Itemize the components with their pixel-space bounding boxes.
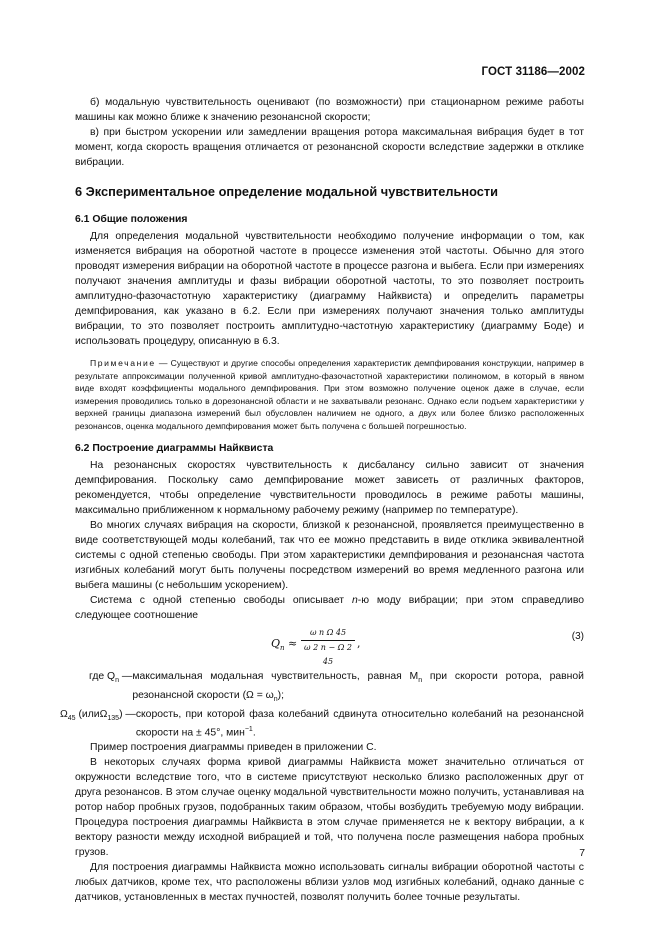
section-6-2-p3: Система с одной степенью свободы описывает n-ю моду вибрации; при этом справедливо следующее соотношение [75,594,584,621]
definition-desc: максимальная модальная чувствительность, равная $M_n$ при скорости ротора, равной резонансной скорости $(\Omega = \omega_n)$; [132,670,584,703]
document-header: ГОСТ 31186—2002 [481,66,585,78]
section-6-2-p5: В некоторых случаях форма кривой диаграммы Найквиста может значительно отличаться от окружности вследствие того, что в системе присутствуют несколько близко расположенных друг от друга резонансов. В этом случае оценку модальной чувствительности можно получить, устанавливая на ротор набор пробных грузов, подобранных таким образом, чтобы возбудить требуемую моду вибрации. Процедура построения диаграммы Найквиста в этом случае применяется не к вектору вибрации, а к вектору разности между исходной вибрацией и той, что получена после размещения набора пробных грузов. [75,757,584,859]
section-6-2-p4: Пример построения диаграммы приведен в приложении С. [90,742,377,754]
formula-comma: , [357,636,361,650]
formula-denominator: ω 2 n − Ω 2 45 [304,642,352,666]
section-6-1-text: Для определения модальной чувствительности необходимо получение информации о том, как изменяется вибрация на оборотной частоте в процессе изменения этой частоты. Обычно для этого проводят измерения вибрации на оборотной частоте в процессе разгона и выбега. Если при измерениях получают значения амплитуды и фазы вибрации оборотной частоты, то это позволяет построить амплитудно-фазочастотную характеристику (диаграмму Найквиста) и определить параметры демпфирования, как указано в 6.2. Если при измерениях получают значения только амплитуды вибрации, то это позволяет построить амплитудно-частотную характеристику (диаграмму Боде) и использовать процедуру, описанную в 6.3. [75,231,584,347]
section-6-2-heading: 6.2 Построение диаграммы Найквиста [75,442,274,454]
section-6-2-p2: Во многих случаях вибрация на скорости, близкой к резонансной, проявляется преимущественно в виде соответствующей моды колебаний, так что ее можно представить в виде отклика эквивалентной системы с одной степенью свободы. При этом характеристики демпфирования и резонансная частота изгибных колебаний могут быть получены посредством измерений во время медленного разгона или выбега машины (с небольшим ускорением). [75,519,584,591]
definitions-list [60,669,584,741]
definition-desc: скорость, при которой фаза колебаний сдвинута относительно колебаний на резонансной скорости на ± 45°, мин$^{-1}$. [135,708,584,739]
page-content [60,95,584,905]
section-6-1-heading: 6.1 Общие положения [75,214,188,225]
formula-3 [75,627,584,667]
note-paragraph [75,357,584,433]
definition-term: где $Q_n$ — [89,670,133,684]
formula-lhs: $Q_n$ ≈ [271,636,298,652]
list-item-v: в) при быстром ускорении или замедлении вращения ротора максимальная вибрация будет в тот момент, когда скорость вращения отличается от резонансной скорости вследствие задержки в отклике вибрации. [75,127,584,168]
definition-omega45 [60,707,584,740]
section-6-2-p6: Для построения диаграммы Найквиста можно использовать сигналы вибрации оборотной частоты с любых датчиков, кроме тех, что расположены вблизи узлов мод изгибных колебаний, однако данные с датчиков, установленных в местах пучностей, позволят получить более точные результаты. [75,862,584,904]
note-text: — Существуют и другие способы определения характеристик демпфирования конструкции, например в результате аппроксимации полученной кривой амплитудно-фазочастотной характеристики полиномом, в который в явном виде входят коэффициенты модального демпфирования. При этом возможно получение оценок даже в случае, если измерения проводились только в дорезонансной области и не захватывали резонанс. Однако если подъем характеристики у верхней границы диапазона измерений был обусловлен наличием не одного, а двух или более близко расположенных резонансов, оценка модального демпфирования может быть получена с большей погрешностью. [75,358,584,431]
section-6-heading: 6 Экспериментальное определение модальной чувствительности [75,184,499,199]
note-label: Примечание [90,358,156,368]
definition-term: $\Omega_{45}$ (илиΩ$_{135}$) — [60,708,136,722]
equation-number: (3) [571,630,584,642]
list-item-b: б) модальную чувствительность оценивают (по возможности) при стационарном режиме работы машины как можно ближе к значению резонансной скорости; [75,97,584,123]
formula-fraction [301,627,355,669]
page-number: 7 [579,848,585,859]
formula-numerator: ω n Ω 45 [301,627,355,641]
definition-qn [75,669,584,707]
section-6-2-p1: На резонансных скоростях чувствительность к дисбалансу сильно зависит от значения демпфирования. Поскольку само демпфирование может зависеть от различных факторов, рекомендуется, чтобы определение чувствительности проводилось в режиме работы машины, максимально приближенном к нормальному рабочему режиму (например по температуре). [75,459,584,516]
